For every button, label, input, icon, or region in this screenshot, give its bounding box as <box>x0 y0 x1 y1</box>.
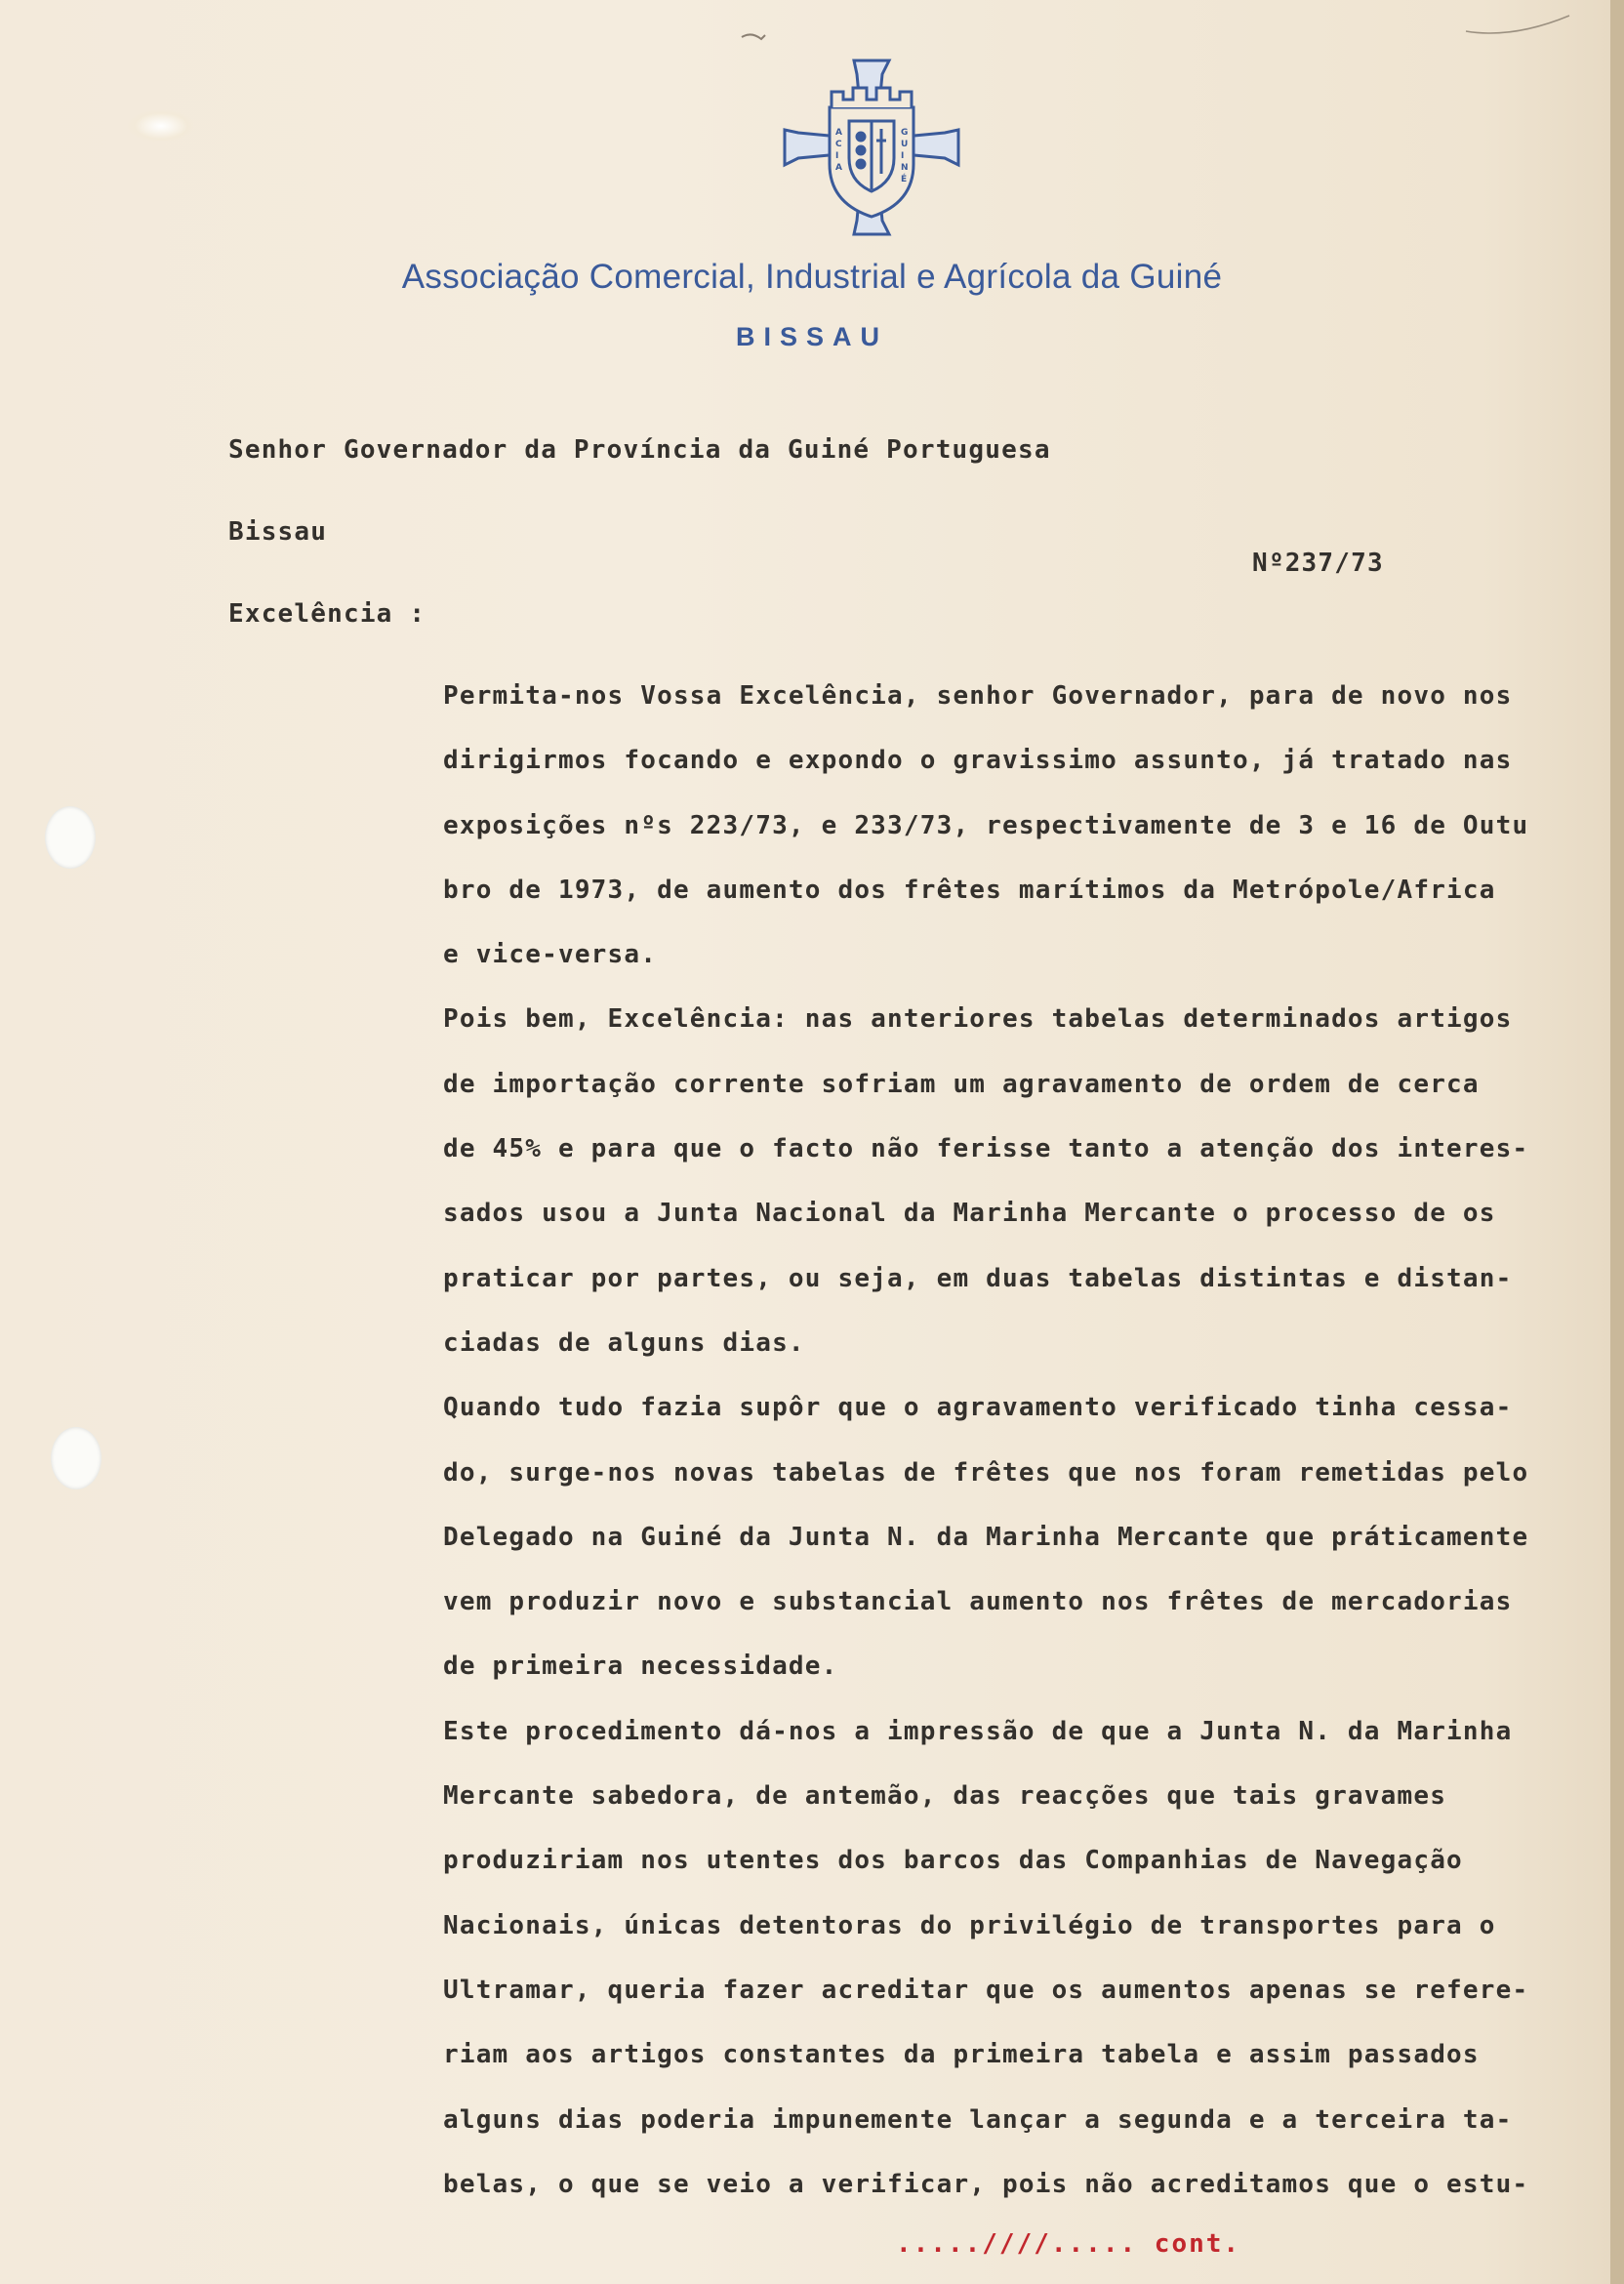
punch-hole-bottom <box>51 1427 102 1489</box>
body-line: exposições nºs 223/73, e 233/73, respectivamente de 3 e 16 de Outu <box>443 810 1529 840</box>
body-line: produziriam nos utentes dos barcos das Companhias de Navegação <box>443 1846 1463 1876</box>
continuation-mark: .....////..... cont. <box>896 2229 1241 2259</box>
body-line: de primeira necessidade. <box>443 1652 838 1682</box>
organization-city: BISSAU <box>735 322 888 351</box>
body-line: bro de 1973, de aumento dos frêtes marítimos da Metrópole/Africa <box>443 875 1496 905</box>
svg-text:C: C <box>835 140 842 149</box>
body-line: belas, o que se veio a verificar, pois não acreditamos que o estu- <box>443 2169 1529 2199</box>
svg-text:I: I <box>901 151 905 161</box>
body-line: do, surge-nos novas tabelas de frêtes que nos foram remetidas pelo <box>443 1457 1529 1488</box>
body-line: alguns dias poderia impunemente lançar a segunda e a terceira ta- <box>443 2104 1513 2135</box>
body-line: Mercante sabedora, de antemão, das reacções que tais gravames <box>443 1781 1447 1812</box>
recipient-place: Bissau <box>228 517 328 547</box>
organization-name: Associação Comercial, Industrial e Agrícola da Guiné <box>401 258 1223 296</box>
svg-text:A: A <box>835 128 842 138</box>
reference-number: Nº237/73 <box>1252 549 1384 578</box>
body-line: e vice-versa. <box>443 940 658 970</box>
svg-text:A: A <box>835 163 842 173</box>
body-line: de 45% e para que o facto não ferisse tanto a atenção dos interes- <box>443 1134 1529 1164</box>
body-line: Delegado na Guiné da Junta N. da Marinha Mercante que práticamente <box>443 1522 1529 1552</box>
body-line: sados usou a Junta Nacional da Marinha Mercante o processo de os <box>443 1199 1496 1229</box>
pencil-mark <box>1464 10 1571 39</box>
svg-text:I: I <box>835 151 839 161</box>
pen-mark <box>740 29 769 45</box>
body-line: praticar por partes, ou seja, em duas tabelas distintas e distan- <box>443 1263 1513 1293</box>
letter-body <box>443 673 1614 2226</box>
body-line: Este procedimento dá-nos a impressão de que a Junta N. da Marinha <box>443 1716 1513 1746</box>
coat-of-arms-icon <box>781 57 962 238</box>
body-line: riam aos artigos constantes da primeira tabela e assim passados <box>443 2040 1480 2070</box>
body-line: Nacionais, únicas detentoras do privilégio de transportes para o <box>443 1910 1496 1940</box>
svg-text:U: U <box>901 140 909 149</box>
body-line: dirigirmos focando e expondo o gravissimo assunto, já tratado nas <box>443 746 1513 776</box>
punch-hole-top <box>45 806 96 869</box>
svg-text:G: G <box>901 128 909 138</box>
salutation: Excelência : <box>228 599 426 629</box>
svg-text:N: N <box>901 163 909 173</box>
recipient-line: Senhor Governador da Província da Guiné Portuguesa <box>228 435 1051 465</box>
body-line: Ultramar, queria fazer acreditar que os aumentos apenas se refere- <box>443 1975 1529 2005</box>
body-line: Permita-nos Vossa Excelência, senhor Governador, para de novo nos <box>443 681 1513 711</box>
body-line: vem produzir novo e substancial aumento nos frêtes de mercadorias <box>443 1587 1513 1617</box>
body-line: ciadas de alguns dias. <box>443 1327 805 1358</box>
body-line: Pois bem, Excelência: nas anteriores tabelas determinados artigos <box>443 1004 1513 1035</box>
svg-text:É: É <box>901 175 908 184</box>
body-line: de importação corrente sofriam um agravamento de ordem de cerca <box>443 1069 1480 1099</box>
body-line: Quando tudo fazia supôr que o agravamento verificado tinha cessa- <box>443 1393 1513 1423</box>
paper-stain <box>127 109 195 143</box>
